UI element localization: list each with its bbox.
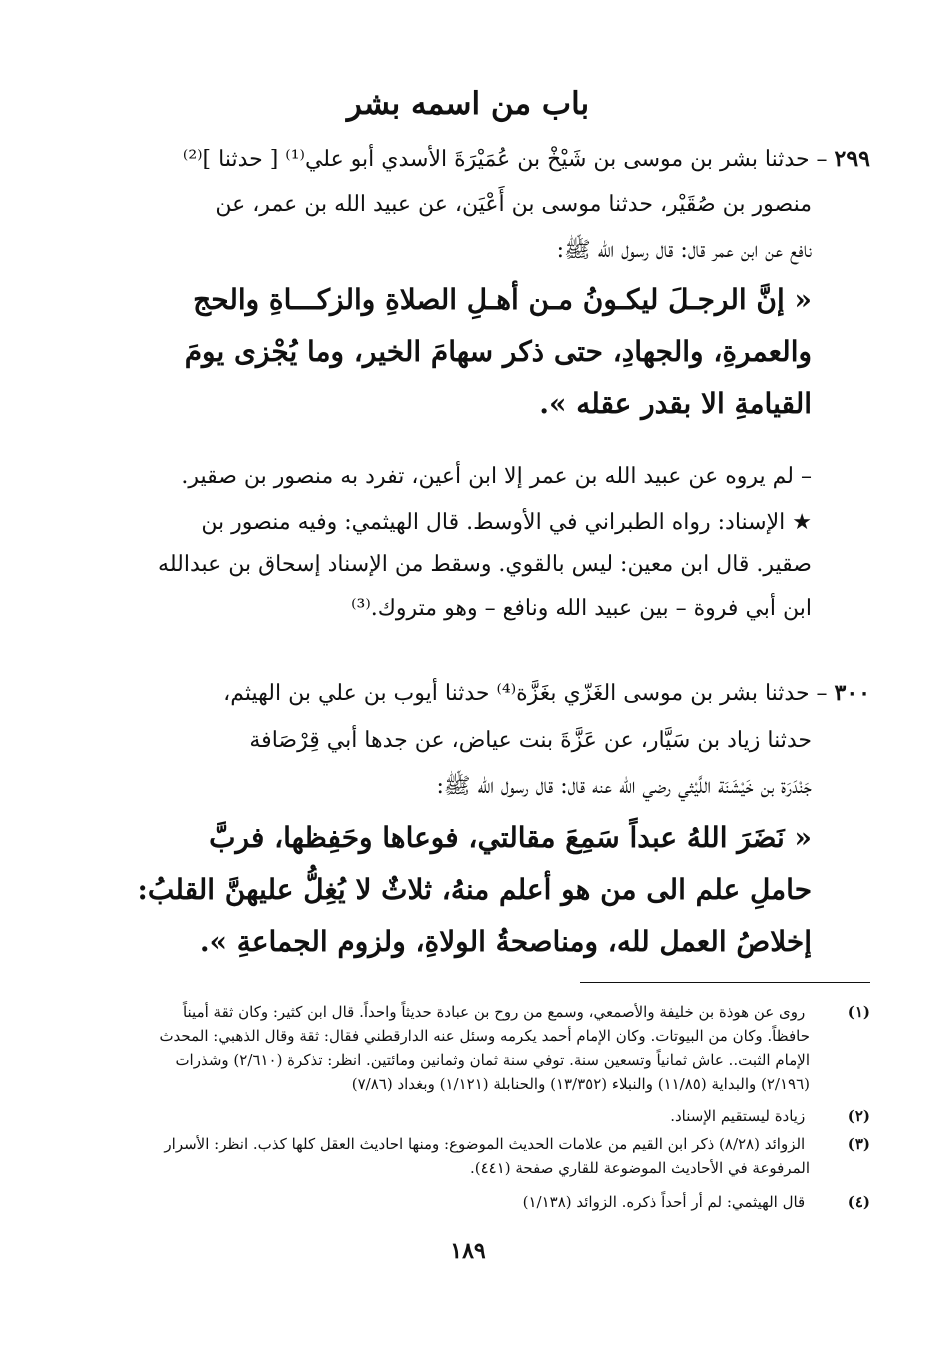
footnote-3	[130, 1132, 870, 1156]
footnote-divider	[580, 982, 870, 983]
hadith-300-line-3: جَنْدَرَة بن خَيْشَنَة اللَّيْثي رضي الله عنه قال: قال رسول الله ﷺ:	[436, 774, 812, 799]
footnote-2	[130, 1104, 870, 1128]
hadith-299-matn-1: « إنَّ الرجـلَ ليكـونُ مـن أهـلِ الصلاةِ والزكـــاةِ والحج	[193, 283, 812, 316]
hadith-text: – حدثنا بشر بن موسى الغَزّي بغَزَّة⁽⁴⁾ حدثنا أيوب بن علي بن الهيثم،	[223, 681, 828, 706]
chapter-title: باب من اسمه بشر	[346, 86, 590, 122]
hadith-300-line-1	[110, 676, 870, 711]
hadith-299-isnad-1: ★ الإسناد: رواه الطبراني في الأوسط. قال الهيثمي: وفيه منصور بن	[201, 510, 812, 535]
footnote-1	[130, 1000, 870, 1024]
hadith-299-matn-3: القيامةِ الا بقدر عقله ».	[539, 387, 812, 420]
footnote-4	[130, 1190, 870, 1214]
hadith-300-matn-2: حاملِ علم الى من هو أعلم منهُ، ثلاثٌ لا يُغِلُّ عليهنَّ القلبُ:	[137, 873, 812, 906]
footnote-label: (٤)	[847, 1193, 870, 1211]
footnote-label: (١)	[847, 1003, 870, 1021]
hadith-number: ٢٩٩	[834, 146, 870, 172]
footnote-text: روى عن هوذة بن خليفة والأصمعي، وسمع من روح بن عبادة حديثاً واحداً. قال ابن كثير: وكان ثقة أميناً	[182, 1003, 806, 1021]
hadith-299-matn-2: والعمرةِ، والجهادِ، حتى ذكر سهامَ الخير، وما يُجْزى يومَ	[184, 335, 812, 368]
footnote-text: قال الهيثمي: لم أر أحداً ذكره. الزوائد (١/١٣٨)	[522, 1193, 806, 1211]
footnote-label: (٢)	[847, 1107, 870, 1125]
page-number: ١٨٩	[450, 1238, 486, 1264]
hadith-text: – حدثنا بشر بن موسى بن شَيْخْ بن عُمَيْرَةَ الأسدي أبو علي⁽¹⁾ [ حدثنا ]⁽²⁾	[182, 147, 828, 172]
hadith-300-matn-1: « نَضَرَ اللهُ عبداً سَمِعَ مقالتي، فوعاها وحَفِظها، فربَّ	[209, 821, 812, 854]
hadith-299-line-2: منصور بن صُقَيْر، حدثنا موسى بن أَعْيَن، عن عبيد الله بن عمر، عن	[215, 192, 812, 217]
footnote-1-line-3: الإمام الثبت.. عاش ثمانياً وتسعين سنة. توفي سنة ثمان وثمانين ومائتين. انظر: تذكرة (٢/٦١٠) وشذرات	[175, 1051, 810, 1069]
footnote-text: الزوائد (٨/٢٨) ذكر ابن القيم من علامات الحديث الموضوع: ومنها احاديث العقل كلها كذب. انظر: الأسرار	[164, 1135, 806, 1153]
footnote-1-line-4: (٢/١٩٦) والبداية (١١/٨٥) والنبلاء (١٣/٣٥٢) والحنابلة (١/١٢١) وبغداد (٧/٨٦)	[351, 1075, 810, 1093]
hadith-299-note: – لم يروه عن عبيد الله بن عمر إلا ابن أعين، تفرد به منصور بن صقير.	[181, 464, 812, 489]
footnote-text: زيادة ليستقيم الإسناد.	[670, 1107, 806, 1125]
hadith-299-isnad-2: صقير. قال ابن معين: ليس بالقوي. وسقط من الإسناد إسحاق بن عبدالله	[158, 552, 812, 577]
hadith-number: ٣٠٠	[834, 680, 870, 706]
footnote-1-line-2: حافظاً. وكان من البيوتات. وكان الإمام أحمد يكرمه وسئل عنه الدارقطني فقال: ثقة وقال الذهبي: المحدث	[159, 1027, 810, 1045]
hadith-299-line-1	[110, 142, 870, 177]
footnote-label: (٣)	[847, 1135, 870, 1153]
footnote-3-line-2: المرفوعة في الأحاديث الموضوعة للقاري صفحة (٤٤١).	[469, 1159, 810, 1177]
hadith-300-line-2: حدثنا زياد بن سَيَّار، عن عَزَّةَ بنت عياض، عن جدها أبي قِرْصَافة	[249, 728, 812, 753]
hadith-299-line-3: نافع عن ابن عمر قال: قال رسول الله ﷺ:	[556, 238, 812, 263]
hadith-299-isnad-3: ابن أبي فروة – بين عبيد الله ونافع – وهو متروك.⁽³⁾	[351, 596, 812, 621]
hadith-300-matn-3: إخلاصُ العمل لله، ومناصحةُ الولاةِ، ولزوم الجماعةِ ».	[199, 925, 812, 958]
